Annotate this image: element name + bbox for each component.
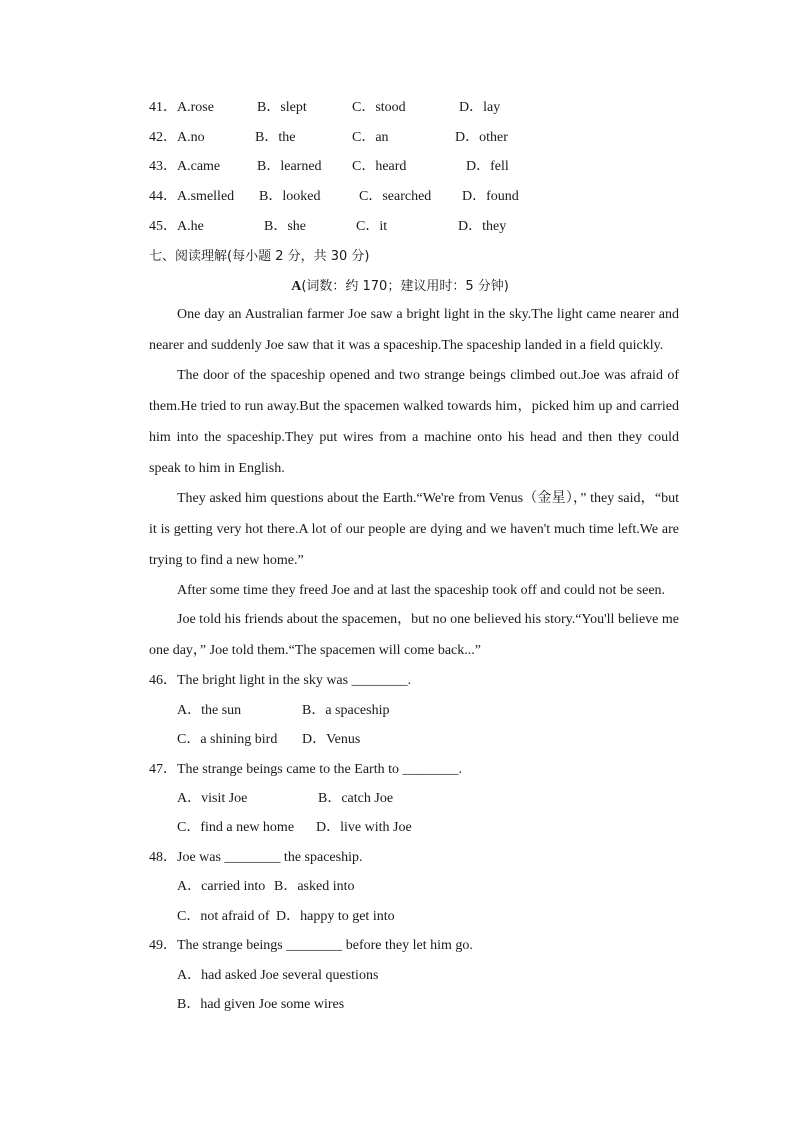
option-c: C．stood (352, 100, 406, 115)
option-b: B．had given Joe some wires (177, 997, 345, 1012)
option-b: B．catch Joe (318, 791, 394, 806)
option-a: A.he (177, 219, 204, 234)
question-stem: 49．The strange beings ________ before they let him go. (149, 938, 473, 953)
section-title: 七、阅读理解(每小题 2 分，共 30 分) (149, 249, 370, 264)
option-d: D．live with Joe (316, 820, 412, 835)
question-number: 42． (149, 130, 177, 145)
option-c: C．find a new home (177, 820, 295, 835)
option-b: B．the (255, 130, 296, 145)
option-c: C．an (352, 130, 389, 145)
question-stem: 47．The strange beings came to the Earth to ________. (149, 762, 462, 777)
option-a: A．the sun (177, 703, 242, 718)
option-b: B．asked into (274, 879, 355, 894)
option-b: B．a spaceship (302, 703, 390, 718)
question-number: 44． (149, 189, 177, 204)
question-number: 43． (149, 159, 177, 174)
option-a: A.no (177, 130, 205, 145)
option-d: D．lay (459, 100, 501, 115)
option-b: B．learned (257, 159, 322, 174)
passage-label: A (291, 279, 302, 294)
option-a: A.came (177, 159, 221, 174)
option-a: A．visit Joe (177, 791, 248, 806)
question-stem: 46．The bright light in the sky was ________. (149, 673, 412, 688)
option-d: D．happy to get into (276, 909, 395, 924)
option-c: C．a shining bird (177, 732, 278, 747)
option-d: D．fell (466, 159, 509, 174)
option-b: B．looked (259, 189, 321, 204)
passage-paragraph: After some time they freed Joe and at last the spaceship took off and could not be seen. (177, 583, 666, 598)
option-d: D．Venus (302, 732, 361, 747)
option-a: A.rose (177, 100, 214, 115)
option-a: A．had asked Joe several questions (177, 968, 379, 983)
option-d: D．other (455, 130, 508, 145)
option-a: A．carried into (177, 879, 266, 894)
passage-paragraph: The door of the spaceship opened and two strange beings climbed out.Joe was afraid of them.He tried to run away.But the spacemen walked towards him，picked him up and carried him into the spaceship.They put wires from a machine onto his head and then they could speak to him in English. (149, 368, 679, 476)
option-b: B．she (264, 219, 306, 234)
option-c: C．it (356, 219, 388, 234)
option-c: C．heard (352, 159, 407, 174)
option-c: C．not afraid of (177, 909, 270, 924)
passage-paragraph: One day an Australian farmer Joe saw a bright light in the sky.The light came nearer and nearer and suddenly Joe saw that it was a spaceship.The spaceship landed in a field quickly. (149, 307, 679, 353)
passage-paragraph: They asked him questions about the Earth.“We're from Venus（金星），” they said，“but it is getting very hot there.A lot of our people are dying and we haven't much time left.We are trying to find a new home.” (149, 491, 679, 568)
passage-info: (词数：约 170；建议用时：5 分钟) (301, 279, 509, 294)
question-stem: 48．Joe was ________ the spaceship. (149, 850, 363, 865)
option-d: D．they (458, 219, 507, 234)
passage-paragraph: Joe told his friends about the spacemen，but no one believed his story.“You'll believe me one day，” Joe told them.“The spacemen will come back...” (149, 612, 679, 658)
option-d: D．found (462, 189, 519, 204)
option-c: C．searched (359, 189, 432, 204)
option-a: A.smelled (177, 189, 235, 204)
passage-heading (0, 278, 800, 296)
option-b: B．slept (257, 100, 307, 115)
question-number: 41． (149, 100, 177, 115)
question-number: 45． (149, 219, 177, 234)
